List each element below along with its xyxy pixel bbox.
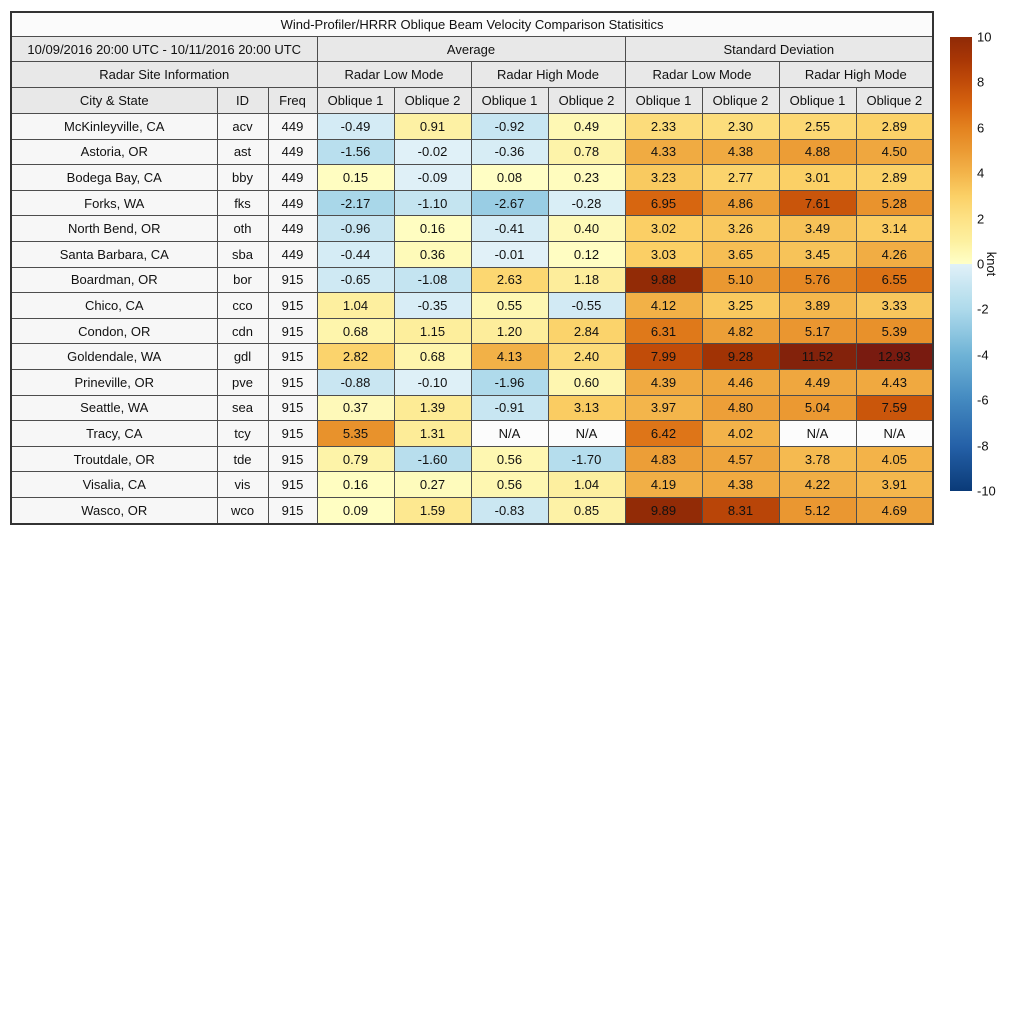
table-row — [11, 165, 933, 191]
group-header-std-dev: Standard Deviation — [625, 37, 933, 62]
value-cell: 0.68 — [394, 344, 471, 370]
site-id-cell: bor — [217, 267, 268, 293]
col-header-oblique: Oblique 1 — [779, 88, 856, 114]
value-cell: 4.80 — [702, 395, 779, 421]
value-cell: 0.68 — [317, 318, 394, 344]
value-cell: 7.59 — [856, 395, 933, 421]
value-cell: 8.31 — [702, 497, 779, 523]
value-cell: 4.33 — [625, 139, 702, 165]
value-cell: 5.76 — [779, 267, 856, 293]
value-cell: -0.96 — [317, 216, 394, 242]
value-cell: -0.91 — [471, 395, 548, 421]
col-header-oblique: Oblique 2 — [548, 88, 625, 114]
value-cell: 4.26 — [856, 241, 933, 267]
freq-cell: 449 — [268, 165, 317, 191]
freq-cell: 915 — [268, 421, 317, 447]
site-id-cell: wco — [217, 497, 268, 523]
value-cell: 1.15 — [394, 318, 471, 344]
value-cell: 12.93 — [856, 344, 933, 370]
value-cell: 4.49 — [779, 369, 856, 395]
value-cell: 9.28 — [702, 344, 779, 370]
col-header-oblique: Oblique 2 — [856, 88, 933, 114]
value-cell: 3.03 — [625, 241, 702, 267]
freq-cell: 915 — [268, 497, 317, 523]
value-cell: 0.12 — [548, 241, 625, 267]
value-cell: 4.69 — [856, 497, 933, 523]
value-cell: 0.56 — [471, 472, 548, 498]
value-cell: 2.82 — [317, 344, 394, 370]
value-cell: 1.04 — [548, 472, 625, 498]
colorbar-tick-label: -6 — [977, 392, 989, 408]
table-row — [11, 421, 933, 447]
colorbar-tick-label: 10 — [977, 29, 992, 45]
table-row — [11, 267, 933, 293]
value-cell: -0.83 — [471, 497, 548, 523]
city-cell: Santa Barbara, CA — [11, 241, 217, 267]
value-cell: 4.02 — [702, 421, 779, 447]
site-info-header: Radar Site Information — [11, 62, 317, 88]
value-cell: -0.01 — [471, 241, 548, 267]
value-cell: 5.35 — [317, 421, 394, 447]
value-cell: 5.04 — [779, 395, 856, 421]
value-cell: 1.20 — [471, 318, 548, 344]
table-row — [11, 114, 933, 140]
freq-cell: 915 — [268, 344, 317, 370]
value-cell: 3.49 — [779, 216, 856, 242]
value-cell: -0.28 — [548, 190, 625, 216]
value-cell: -1.56 — [317, 139, 394, 165]
freq-cell: 449 — [268, 190, 317, 216]
value-cell: 3.13 — [548, 395, 625, 421]
value-cell: 0.15 — [317, 165, 394, 191]
site-id-cell: cdn — [217, 318, 268, 344]
site-id-cell: ast — [217, 139, 268, 165]
site-id-cell: gdl — [217, 344, 268, 370]
colorbar-tick-label: 4 — [977, 165, 985, 181]
city-cell: Visalia, CA — [11, 472, 217, 498]
value-cell: 0.16 — [317, 472, 394, 498]
value-cell: 3.33 — [856, 293, 933, 319]
table-row — [11, 293, 933, 319]
value-cell: 3.02 — [625, 216, 702, 242]
table-row — [11, 241, 933, 267]
site-id-cell: pve — [217, 369, 268, 395]
value-cell: -1.10 — [394, 190, 471, 216]
site-id-cell: acv — [217, 114, 268, 140]
city-cell: Tracy, CA — [11, 421, 217, 447]
value-cell: -0.55 — [548, 293, 625, 319]
value-cell: -0.65 — [317, 267, 394, 293]
value-cell: 4.82 — [702, 318, 779, 344]
site-id-cell: fks — [217, 190, 268, 216]
value-cell: 1.18 — [548, 267, 625, 293]
table-row — [11, 139, 933, 165]
mode-header: Radar Low Mode — [625, 62, 779, 88]
value-cell: 5.10 — [702, 267, 779, 293]
value-cell: 7.61 — [779, 190, 856, 216]
value-cell: 5.17 — [779, 318, 856, 344]
value-cell: 2.63 — [471, 267, 548, 293]
value-cell: 4.50 — [856, 139, 933, 165]
value-cell: 4.46 — [702, 369, 779, 395]
colorbar-tick-label: 6 — [977, 120, 985, 136]
col-header-oblique: Oblique 1 — [625, 88, 702, 114]
value-cell: 11.52 — [779, 344, 856, 370]
comparison-table — [10, 11, 934, 525]
value-cell: 0.56 — [471, 446, 548, 472]
value-cell: 6.95 — [625, 190, 702, 216]
value-cell: 4.13 — [471, 344, 548, 370]
value-cell: 3.25 — [702, 293, 779, 319]
table-row — [11, 344, 933, 370]
table-row — [11, 318, 933, 344]
value-cell: 0.60 — [548, 369, 625, 395]
value-cell: 5.12 — [779, 497, 856, 523]
column-header-row — [11, 88, 933, 114]
value-cell: 2.84 — [548, 318, 625, 344]
value-cell: -1.08 — [394, 267, 471, 293]
city-cell: McKinleyville, CA — [11, 114, 217, 140]
mode-header: Radar Low Mode — [317, 62, 471, 88]
value-cell: 4.39 — [625, 369, 702, 395]
value-cell: 2.89 — [856, 165, 933, 191]
value-cell: 2.77 — [702, 165, 779, 191]
value-cell: 3.89 — [779, 293, 856, 319]
city-cell: Bodega Bay, CA — [11, 165, 217, 191]
group-header-row — [11, 37, 933, 62]
table-row — [11, 472, 933, 498]
freq-cell: 915 — [268, 369, 317, 395]
value-cell: 6.31 — [625, 318, 702, 344]
value-cell: 3.78 — [779, 446, 856, 472]
value-cell: 5.28 — [856, 190, 933, 216]
table-row — [11, 216, 933, 242]
site-id-cell: tde — [217, 446, 268, 472]
value-cell: -0.09 — [394, 165, 471, 191]
value-cell: 0.23 — [548, 165, 625, 191]
value-cell: 0.91 — [394, 114, 471, 140]
value-cell: 3.65 — [702, 241, 779, 267]
col-header-oblique: Oblique 1 — [317, 88, 394, 114]
value-cell: 0.55 — [471, 293, 548, 319]
value-cell: 0.79 — [317, 446, 394, 472]
city-cell: Goldendale, WA — [11, 344, 217, 370]
value-cell: 0.40 — [548, 216, 625, 242]
value-cell: 0.27 — [394, 472, 471, 498]
value-cell: 2.33 — [625, 114, 702, 140]
value-cell: -0.10 — [394, 369, 471, 395]
freq-cell: 915 — [268, 446, 317, 472]
value-cell: 0.78 — [548, 139, 625, 165]
site-id-cell: vis — [217, 472, 268, 498]
value-cell: 5.39 — [856, 318, 933, 344]
col-header-city: City & State — [11, 88, 217, 114]
freq-cell: 915 — [268, 293, 317, 319]
colorbar-tick-label: 2 — [977, 211, 985, 227]
freq-cell: 449 — [268, 114, 317, 140]
value-cell: 2.40 — [548, 344, 625, 370]
col-header-id: ID — [217, 88, 268, 114]
table-row — [11, 190, 933, 216]
table-title-row — [11, 12, 933, 37]
col-header-oblique: Oblique 2 — [702, 88, 779, 114]
table-row — [11, 446, 933, 472]
site-id-cell: cco — [217, 293, 268, 319]
value-cell: 2.30 — [702, 114, 779, 140]
freq-cell: 915 — [268, 395, 317, 421]
col-header-freq: Freq — [268, 88, 317, 114]
value-cell: 6.55 — [856, 267, 933, 293]
group-header-average: Average — [317, 37, 625, 62]
value-cell: 3.91 — [856, 472, 933, 498]
value-cell: 0.85 — [548, 497, 625, 523]
value-cell: 4.83 — [625, 446, 702, 472]
value-cell: -1.60 — [394, 446, 471, 472]
city-cell: Wasco, OR — [11, 497, 217, 523]
colorbar-tick-label: -4 — [977, 347, 989, 363]
value-cell: 0.49 — [548, 114, 625, 140]
freq-cell: 449 — [268, 139, 317, 165]
city-cell: Seattle, WA — [11, 395, 217, 421]
value-cell: 3.14 — [856, 216, 933, 242]
site-id-cell: bby — [217, 165, 268, 191]
value-cell: 0.09 — [317, 497, 394, 523]
value-cell: 4.57 — [702, 446, 779, 472]
colorbar-tick-label: 8 — [977, 74, 985, 90]
value-cell: 1.04 — [317, 293, 394, 319]
value-cell: 4.05 — [856, 446, 933, 472]
site-id-cell: sba — [217, 241, 268, 267]
city-cell: Chico, CA — [11, 293, 217, 319]
site-id-cell: sea — [217, 395, 268, 421]
mode-header: Radar High Mode — [779, 62, 933, 88]
value-cell: -0.88 — [317, 369, 394, 395]
colorbar-tick-label: -2 — [977, 301, 989, 317]
value-cell: 2.89 — [856, 114, 933, 140]
colorbar-tick-label: -10 — [977, 483, 996, 499]
freq-cell: 915 — [268, 267, 317, 293]
freq-cell: 915 — [268, 318, 317, 344]
value-cell: 4.22 — [779, 472, 856, 498]
value-cell: -0.02 — [394, 139, 471, 165]
value-cell: 2.55 — [779, 114, 856, 140]
table-row — [11, 497, 933, 523]
colorbar-tick-label: -8 — [977, 438, 989, 454]
city-cell: North Bend, OR — [11, 216, 217, 242]
value-cell: -0.92 — [471, 114, 548, 140]
value-cell: 3.01 — [779, 165, 856, 191]
site-id-cell: tcy — [217, 421, 268, 447]
city-cell: Forks, WA — [11, 190, 217, 216]
value-cell: -1.70 — [548, 446, 625, 472]
value-cell: 4.88 — [779, 139, 856, 165]
value-cell: N/A — [548, 421, 625, 447]
value-cell: N/A — [471, 421, 548, 447]
city-cell: Prineville, OR — [11, 369, 217, 395]
colorbar — [950, 37, 972, 491]
value-cell: 4.19 — [625, 472, 702, 498]
value-cell: 3.45 — [779, 241, 856, 267]
value-cell: 3.97 — [625, 395, 702, 421]
value-cell: 1.59 — [394, 497, 471, 523]
value-cell: -0.49 — [317, 114, 394, 140]
value-cell: N/A — [779, 421, 856, 447]
colorbar-tick-label: 0 — [977, 256, 985, 272]
table-title: Wind-Profiler/HRRR Oblique Beam Velocity Comparison Statisitics — [11, 12, 933, 37]
value-cell: -0.41 — [471, 216, 548, 242]
site-id-cell: oth — [217, 216, 268, 242]
freq-cell: 915 — [268, 472, 317, 498]
city-cell: Boardman, OR — [11, 267, 217, 293]
value-cell: -0.36 — [471, 139, 548, 165]
value-cell: 4.38 — [702, 472, 779, 498]
value-cell: 0.08 — [471, 165, 548, 191]
value-cell: -2.67 — [471, 190, 548, 216]
city-cell: Astoria, OR — [11, 139, 217, 165]
col-header-oblique: Oblique 2 — [394, 88, 471, 114]
colorbar-unit-label: knot — [984, 251, 999, 277]
value-cell: 3.23 — [625, 165, 702, 191]
col-header-oblique: Oblique 1 — [471, 88, 548, 114]
city-cell: Condon, OR — [11, 318, 217, 344]
value-cell: 0.37 — [317, 395, 394, 421]
table-row — [11, 395, 933, 421]
value-cell: 0.16 — [394, 216, 471, 242]
value-cell: 6.42 — [625, 421, 702, 447]
value-cell: -2.17 — [317, 190, 394, 216]
value-cell: 9.89 — [625, 497, 702, 523]
table-row — [11, 369, 933, 395]
value-cell: 4.86 — [702, 190, 779, 216]
value-cell: N/A — [856, 421, 933, 447]
date-range: 10/09/2016 20:00 UTC - 10/11/2016 20:00 UTC — [11, 37, 317, 62]
freq-cell: 449 — [268, 216, 317, 242]
value-cell: 7.99 — [625, 344, 702, 370]
mode-header-row — [11, 62, 933, 88]
value-cell: 1.31 — [394, 421, 471, 447]
value-cell: 0.36 — [394, 241, 471, 267]
value-cell: 9.88 — [625, 267, 702, 293]
freq-cell: 449 — [268, 241, 317, 267]
value-cell: 3.26 — [702, 216, 779, 242]
value-cell: 4.38 — [702, 139, 779, 165]
value-cell: -1.96 — [471, 369, 548, 395]
city-cell: Troutdale, OR — [11, 446, 217, 472]
value-cell: 4.12 — [625, 293, 702, 319]
value-cell: 4.43 — [856, 369, 933, 395]
mode-header: Radar High Mode — [471, 62, 625, 88]
value-cell: 1.39 — [394, 395, 471, 421]
value-cell: -0.35 — [394, 293, 471, 319]
value-cell: -0.44 — [317, 241, 394, 267]
